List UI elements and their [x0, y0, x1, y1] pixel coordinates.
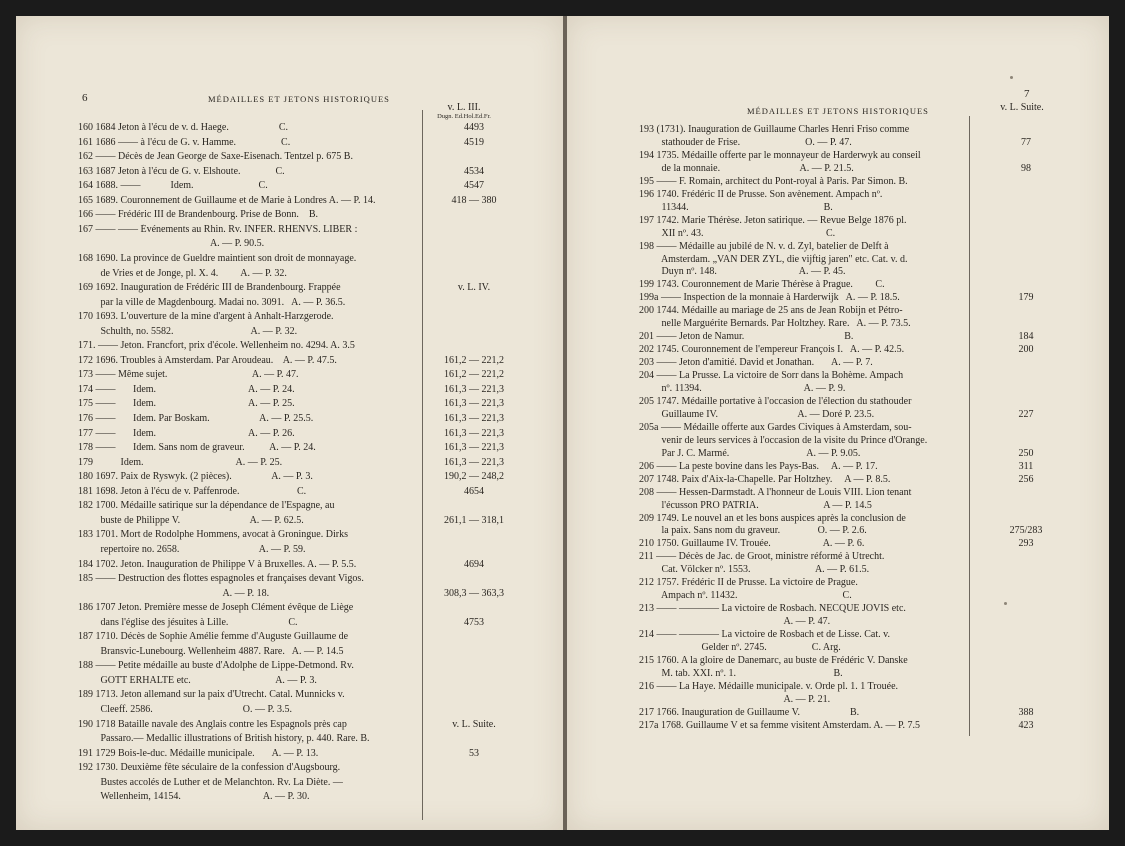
reference-number: 4654 — [464, 485, 484, 497]
catalog-entry: 191 1729 Bois-le-duc. Médaille municipale. A. — P. 13. — [78, 747, 319, 759]
reference-number: 200 — [1018, 344, 1034, 356]
catalog-entry: 211 —— Décès de Jac. de Groot, ministre réformé à Utrecht. — [639, 551, 885, 563]
reference-number: 161,3 — 221,3 — [444, 413, 504, 424]
catalog-entry: Passaro.— Medallic illustrations of British history, p. 440. Rare. B. — [78, 733, 370, 745]
catalog-entry: 212 1757. Frédéric II de Prusse. La victoire de Prague. — [639, 577, 858, 589]
reference-number: 53 — [469, 747, 479, 759]
catalog-entry: par la ville de Magdenbourg. Madai no. 3091. A. — P. 36.5. — [78, 296, 346, 308]
reference-number: 311 — [1018, 460, 1034, 472]
reference-number: 161,3 — 221,3 — [444, 427, 504, 439]
catalog-entry: 185 —— Destruction des flottes espagnoles et françaises devant Vigos. — [78, 573, 364, 585]
reference-number: 184 — [1018, 331, 1034, 343]
speck — [1010, 76, 1013, 79]
catalog-entry: 207 1748. Paix d'Aix-la-Chapelle. Par Holtzhey. A — P. 8.5. — [639, 473, 891, 485]
reference-number: 161,3 — 221,3 — [444, 398, 504, 410]
left-page — [16, 16, 563, 830]
speck — [1004, 602, 1007, 605]
catalog-entry: 213 —— ———— La victoire de Rosbach. NECQUE JOVIS etc. — [639, 603, 906, 615]
catalog-entry: Amsterdam. „VAN DER ZYL, die vijftig jaren" etc. Cat. v. d. — [639, 253, 908, 265]
reference-number: 423 — [1018, 719, 1034, 731]
catalog-entry: M. tab. XXI. nº. 1. B. — [639, 667, 843, 679]
catalog-entry: Cat. Völcker nº. 1553. A. — P. 61.5. — [639, 564, 870, 576]
catalog-entry: de la monnaie. A. — P. 21.5. — [639, 162, 854, 174]
catalog-entry: 217 1766. Inauguration de Guillaume V. B. — [639, 706, 860, 718]
reference-column-head — [424, 102, 504, 121]
catalog-entry: 166 —— Frédéric III de Brandenbourg. Prise de Bonn. B. — [78, 209, 319, 221]
catalog-entry: 170 1693. L'ouverture de la mine d'argent à Anhalt-Harzgerode. — [78, 311, 334, 323]
reference-column-title: v. L. III. — [447, 102, 481, 113]
reference-number: 4547 — [464, 180, 484, 192]
catalog-entry: l'écusson PRO PATRIA. A — P. 14.5 — [639, 499, 872, 511]
reference-number: 161,3 — 221,3 — [444, 442, 504, 454]
reference-number: 98 — [1021, 162, 1031, 174]
catalog-entry: 216 —— La Haye. Médaille municipale. v. Orde pl. 1. 1 Trouée. — [639, 680, 899, 692]
catalog-entry: 169 1692. Inauguration de Frédéric III de Brandenbourg. Frappée — [78, 282, 341, 294]
catalog-entry: 209 1749. Le nouvel an et les bons auspices après la conclusion de — [639, 512, 906, 524]
catalog-entry: 210 1750. Guillaume IV. Trouée. A. — P. 6. — [639, 538, 865, 550]
catalog-entry: 168 1690. La province de Gueldre maintient son droit de monnayage. — [78, 252, 357, 264]
catalog-entry: Wellenheim, 14154. A. — P. 30. — [78, 791, 310, 803]
reference-number: 4519 — [464, 136, 484, 148]
reference-number: 4694 — [464, 558, 484, 570]
catalog-entry: 197 1742. Marie Thérèse. Jeton satirique. — Revue Belge 1876 pl. — [639, 214, 907, 226]
catalog-entry: Duyn nº. 148. A. — P. 45. — [639, 266, 846, 278]
reference-number: 275/283 — [1009, 525, 1043, 537]
catalog-entry: 165 1689. Couronnement de Guillaume et de Marie à Londres A. — P. 14. — [78, 194, 376, 206]
catalog-entry: 187 1710. Décès de Sophie Amélie femme d'Auguste Guillaume de — [78, 631, 349, 643]
catalog-entry: 175 —— Idem. A. — P. 25. — [78, 398, 295, 410]
running-header: MÉDAILLES ET JETONS HISTORIQUES — [747, 106, 929, 116]
reference-number: 161,3 — 221,3 — [444, 456, 504, 468]
catalog-entry: 174 —— Idem. A. — P. 24. — [78, 383, 295, 395]
reference-column-subtitle: Dugn. Ed.Hol.Ed.Fr. — [437, 113, 491, 120]
reference-number: 190,2 — 248,2 — [444, 471, 504, 483]
catalog-entry: 167 —— —— Événements au Rhin. Rv. INFER. RHENVS. LIBER : — [78, 223, 358, 235]
reference-column-head — [967, 102, 1077, 113]
catalog-entry: Guillaume IV. A. — Doré P. 23.5. — [639, 408, 875, 420]
catalog-entry: venir de leurs services à l'occasion de la visite du Prince d'Orange. — [639, 434, 928, 446]
column-rule — [422, 110, 423, 820]
catalog-entry: 163 1687 Jeton à l'écu de G. v. Elshoute. C. — [78, 165, 285, 177]
running-header: MÉDAILLES ET JETONS HISTORIQUES — [208, 94, 390, 104]
catalog-entry: buste de Philippe V. A. — P. 62.5. — [78, 514, 304, 526]
catalog-entry: A. — P. 18. — [78, 587, 270, 599]
page-number: 7 — [1024, 88, 1030, 100]
catalog-entry: 217a 1768. Guillaume V et sa femme visitent Amsterdam. A. — P. 7.5 — [639, 719, 920, 731]
catalog-entry: A. — P. 90.5. — [78, 238, 265, 250]
catalog-entry: Par J. C. Marmé. A. — P. 9.05. — [639, 447, 861, 459]
reference-number: 4493 — [464, 122, 484, 133]
catalog-entry: 177 —— Idem. A. — P. 26. — [78, 427, 295, 439]
catalog-entry: 182 1700. Médaille satirique sur la dépendance de l'Espagne, au — [78, 500, 335, 512]
reference-number: 261,1 — 318,1 — [444, 514, 504, 526]
catalog-entry: 205a —— Médaille offerte aux Gardes Civiques à Amsterdam, sou- — [639, 421, 912, 433]
catalog-entry: stathouder de Frise. O. — P. 47. — [639, 136, 852, 148]
book-scan — [16, 16, 1109, 830]
reference-number: v. L. IV. — [457, 282, 491, 294]
catalog-entry: Ampach nº. 11432. C. — [639, 590, 852, 602]
catalog-entry: 162 —— Décès de Jean George de Saxe-Eisenach. Tentzel p. 675 B. — [78, 151, 353, 163]
catalog-entry: repertoire no. 2658. A. — P. 59. — [78, 543, 306, 555]
reference-number: 161,2 — 221,2 — [444, 369, 504, 381]
catalog-entry: 173 —— Même sujet. A. — P. 47. — [78, 369, 299, 381]
catalog-entry: 202 1745. Couronnement de l'empereur François I. A. — P. 42.5. — [639, 344, 905, 356]
catalog-entry: 183 1701. Mort de Rodolphe Hommens, avocat à Groningue. Dirks — [78, 529, 348, 541]
catalog-entry: A. — P. 21. — [639, 693, 831, 705]
catalog-entry: 171. —— Jeton. Francfort, prix d'école. Wellenheim no. 4294. A. 3.5 — [78, 340, 355, 352]
catalog-entry: Bustes accolés de Luther et de Melanchton. Rv. La Diète. — — [78, 776, 343, 788]
reference-number: 308,3 — 363,3 — [444, 587, 504, 599]
catalog-entry: 188 —— Petite médaille au buste d'Adolphe de Lippe-Detmond. Rv. — [78, 660, 354, 672]
reference-number: 256 — [1018, 473, 1034, 485]
catalog-entry: GOTT ERHALTE etc. A. — P. 3. — [78, 674, 317, 686]
reference-number: 293 — [1018, 538, 1034, 550]
reference-number: 77 — [1021, 136, 1031, 148]
catalog-entry: 193 (1731). Inauguration de Guillaume Charles Henri Friso comme — [639, 124, 910, 135]
catalog-entry: 176 —— Idem. Par Boskam. A. — P. 25.5. — [78, 413, 314, 424]
catalog-entry: 184 1702. Jeton. Inauguration de Philippe V à Bruxelles. A. — P. 5.5. — [78, 558, 357, 570]
catalog-entry: 161 1686 —— à l'écu de G. v. Hamme. C. — [78, 136, 291, 148]
catalog-entry: 192 1730. Deuxième fête séculaire de la confession d'Augsbourg. — [78, 762, 341, 774]
reference-number: v. L. Suite. — [452, 718, 496, 730]
reference-number: 4753 — [464, 616, 484, 628]
catalog-entry: 189 1713. Jeton allemand sur la paix d'Utrecht. Catal. Munnicks v. — [78, 689, 345, 701]
catalog-entry: 200 1744. Médaille au mariage de 25 ans de Jean Robijn et Pétro- — [639, 305, 903, 317]
reference-number: 227 — [1018, 408, 1034, 420]
catalog-entry: 208 —— Hessen-Darmstadt. A l'honneur de Louis VIII. Lion tenant — [639, 486, 912, 498]
reference-number: 388 — [1018, 706, 1034, 718]
catalog-entry: 164 1688. —— Idem. C. — [78, 180, 268, 192]
catalog-entry: 201 —— Jeton de Namur. B. — [639, 331, 854, 343]
catalog-entry: 181 1698. Jeton à l'écu de v. Paffenrode. C. — [78, 485, 307, 497]
reference-number: 161,2 — 221,2 — [444, 354, 504, 366]
catalog-entry: 190 1718 Bataille navale des Anglais contre les Espagnols près cap — [78, 718, 347, 730]
reference-number: 418 — 380 — [451, 194, 497, 206]
catalog-entry: 186 1707 Jeton. Première messe de Joseph Clément évêque de Liège — [78, 602, 354, 614]
catalog-entry: A. — P. 47. — [639, 616, 831, 628]
catalog-entry: 205 1747. Médaille portative à l'occasion de l'élection du stathouder — [639, 395, 912, 407]
catalog-entry: XII nº. 43. C. — [639, 227, 836, 239]
reference-number: 4534 — [464, 165, 484, 177]
reference-number: 179 — [1018, 292, 1034, 304]
reference-column-title: v. L. Suite. — [1000, 102, 1044, 113]
catalog-entry: 160 1684 Jeton à l'écu de v. d. Haege. C. — [78, 122, 288, 133]
catalog-entry: 178 —— Idem. Sans nom de graveur. A. — P. 24. — [78, 442, 316, 454]
catalog-entry: 195 —— F. Romain, architect du Pont-royal à Paris. Par Simon. B. — [639, 175, 908, 187]
catalog-entry: 203 —— Jeton d'amitié. David et Jonathan. A. — P. 7. — [639, 357, 873, 369]
catalog-entry: 172 1696. Troubles à Amsterdam. Par Aroudeau. A. — P. 47.5. — [78, 354, 337, 366]
page-number: 6 — [82, 92, 88, 104]
reference-number: 161,3 — 221,3 — [444, 383, 504, 395]
catalog-entry: 199 1743. Couronnement de Marie Thérèse à Prague. C. — [639, 279, 885, 291]
catalog-entry: 179 Idem. A. — P. 25. — [78, 456, 283, 468]
catalog-entry: 215 1760. A la gloire de Danemarc, au buste de Frédéric V. Danske — [639, 654, 908, 666]
catalog-entry: 204 —— La Prusse. La victoire de Sorr dans la Bohème. Ampach — [639, 370, 904, 382]
catalog-entry: Bransvic-Lunebourg. Wellenheim 4887. Rare. A. — P. 14.5 — [78, 645, 344, 657]
catalog-entry: 214 —— ———— La victoire de Rosbach et de Lisse. Cat. v. — [639, 629, 890, 641]
catalog-entry: nelle Marguérite Bernards. Par Holtzhey. Rare. A. — P. 73.5. — [639, 318, 911, 330]
catalog-entry: 196 1740. Frédéric II de Prusse. Son avènement. Ampach nº. — [639, 188, 883, 200]
catalog-entry: 198 —— Médaille au jubilé de N. v. d. Zyl, batelier de Delft à — [639, 240, 889, 252]
catalog-entry: 206 —— La peste bovine dans les Pays-Bas. A. — P. 17. — [639, 460, 878, 472]
catalog-entry: nº. 11394. A. — P. 9. — [639, 383, 846, 394]
right-page — [567, 16, 1109, 830]
catalog-entry: 11344. B. — [639, 201, 833, 213]
catalog-entry: 194 1735. Médaille offerte par le monnayeur de Harderwyk au conseil — [639, 149, 921, 161]
reference-number: 250 — [1018, 447, 1034, 459]
catalog-entry: dans l'église des jésuites à Lille. C. — [78, 616, 298, 628]
catalog-entry: de Vries et de Jonge, pl. X. 4. A. — P. 32. — [78, 267, 287, 279]
catalog-entry: 180 1697. Paix de Ryswyk. (2 pièces). A. — P. 3. — [78, 471, 313, 483]
catalog-entry: Cleeff. 2586. O. — P. 3.5. — [78, 704, 292, 715]
catalog-entry: Gelder nº. 2745. C. Arg. — [639, 642, 841, 653]
catalog-entry: la paix. Sans nom du graveur. O. — P. 2.6. — [639, 525, 867, 537]
catalog-entry: 199a —— Inspection de la monnaie à Harderwijk A. — P. 18.5. — [639, 292, 900, 304]
column-rule — [969, 116, 970, 736]
catalog-entry: Schulth, no. 5582. A. — P. 32. — [78, 325, 298, 337]
